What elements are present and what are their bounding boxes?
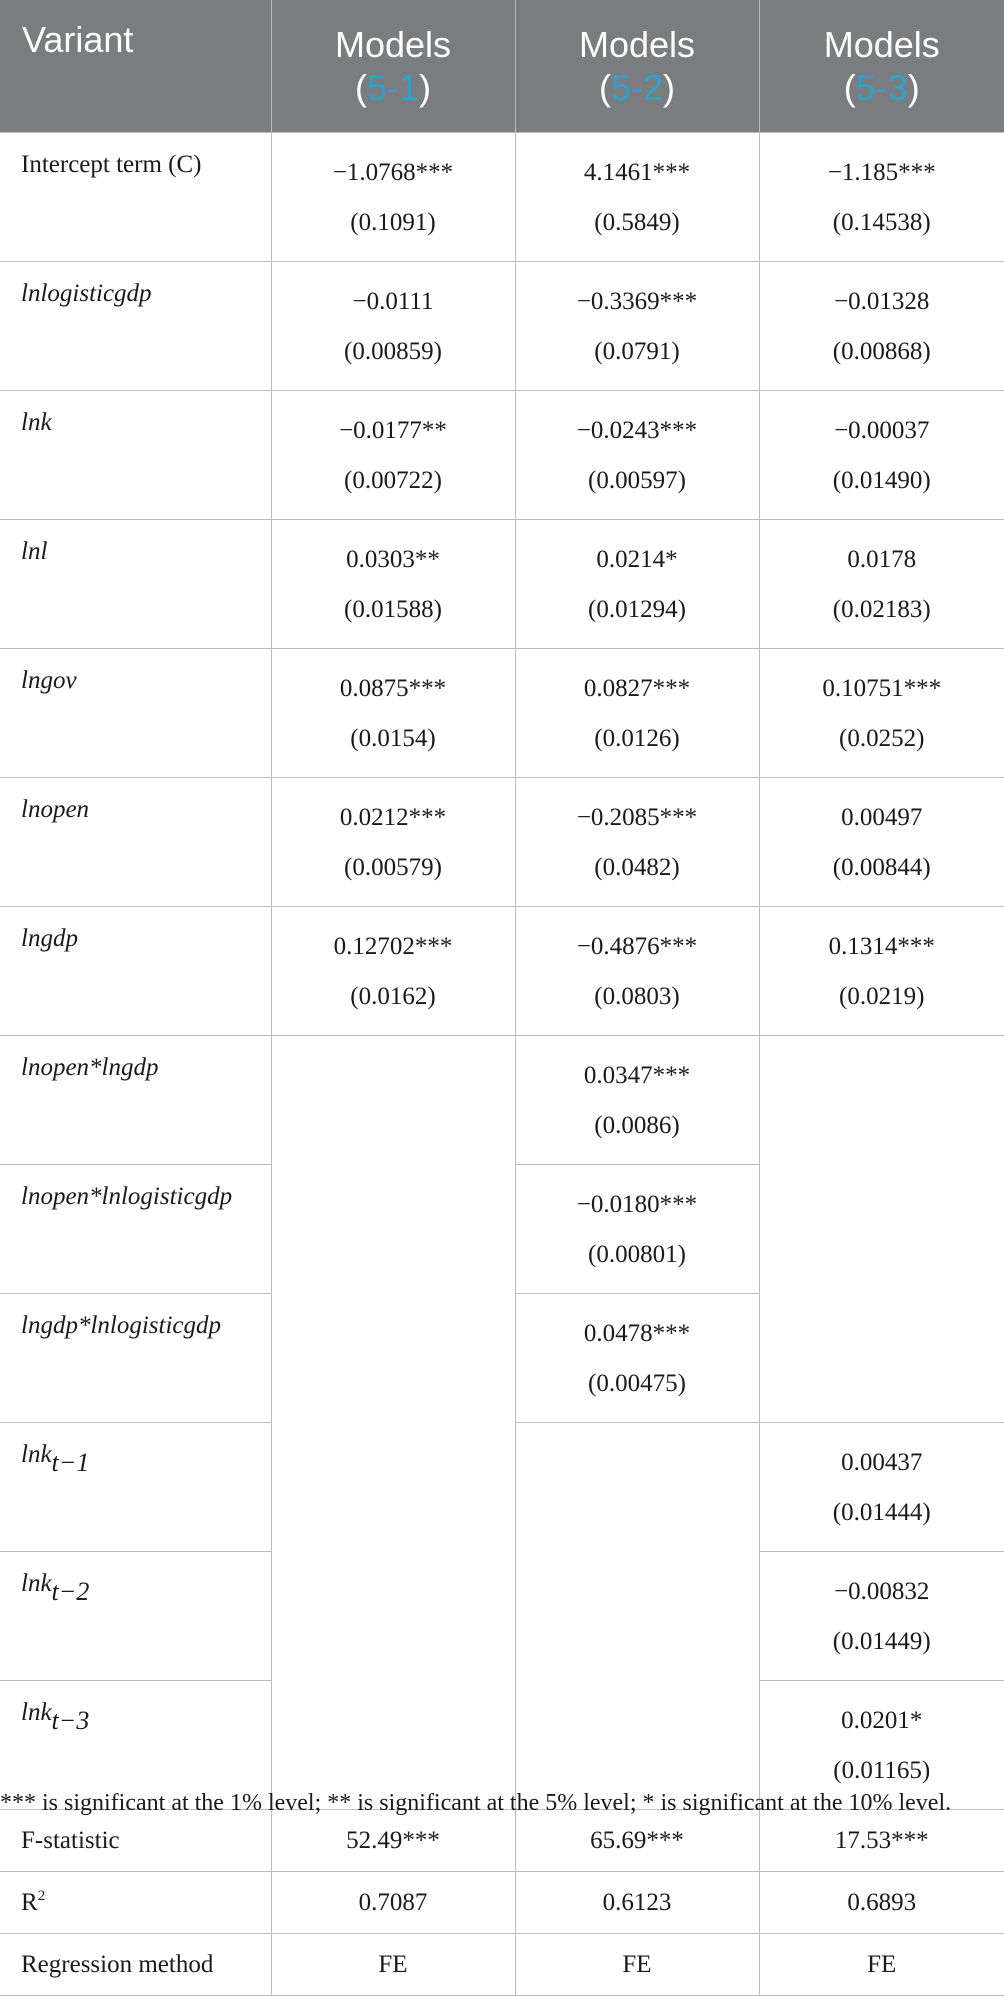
row-label: lnk [0,391,271,520]
cell-model-5-2: −0.2085*** (0.0482) [515,778,759,907]
table-row [0,262,1004,391]
cell-model-5-2: 65.69*** [515,1810,759,1872]
header-model-5-1: Models (5-1) [271,0,515,133]
cell-model-5-1: 52.49*** [271,1810,515,1872]
row-label: lngdp [0,907,271,1036]
cell-model-5-3: FE [759,1934,1004,1996]
table-row [0,778,1004,907]
table-row-r-squared [0,1872,1004,1934]
row-label: $R^2$ [0,1872,271,1934]
row-label: lnopen*lnlogisticgdp [0,1165,271,1294]
table-row [0,133,1004,262]
cell-model-5-3: 0.6893 [759,1872,1004,1934]
row-label: lnl [0,520,271,649]
cell-model-5-3: 0.10751*** (0.0252) [759,649,1004,778]
cell-model-5-2: 0.0347*** (0.0086) [515,1036,759,1165]
row-label: lnk$_{t-1}$ [0,1423,271,1552]
row-label: Intercept term (C) [0,133,271,262]
model-ref-link[interactable]: 5-1 [366,67,420,108]
cell-model-5-1: 0.0212*** (0.00579) [271,778,515,907]
table-row-regression-method [0,1934,1004,1996]
cell-model-5-2: −0.4876*** (0.0803) [515,907,759,1036]
cell-model-5-2: 0.0478*** (0.00475) [515,1294,759,1423]
table-row [0,649,1004,778]
cell-model-5-2: 4.1461*** (0.5849) [515,133,759,262]
row-label: lngov [0,649,271,778]
cell-model-5-2: −0.0180*** (0.00801) [515,1165,759,1294]
cell-model-5-2: −0.3369*** (0.0791) [515,262,759,391]
row-label: lnk$_{t-2}$ [0,1552,271,1681]
cell-model-5-2: 0.0827*** (0.0126) [515,649,759,778]
row-label: lnopen [0,778,271,907]
model-ref-link[interactable]: 5-2 [610,67,664,108]
model-ref-link[interactable]: 5-3 [855,67,908,108]
cell-model-5-2: 0.6123 [515,1872,759,1934]
cell-model-5-2: 0.0214* (0.01294) [515,520,759,649]
cell-model-5-3: 0.0178 (0.02183) [759,520,1004,649]
row-label: F-statistic [0,1810,271,1872]
cell-model-5-1: 0.0875*** (0.0154) [271,649,515,778]
empty-cell-model-5-2 [515,1423,759,1810]
empty-cell-model-5-3 [759,1036,1004,1423]
cell-model-5-3: 17.53*** [759,1810,1004,1872]
cell-model-5-3: 0.00437 (0.01444) [759,1423,1004,1552]
cell-model-5-3: −0.00832 (0.01449) [759,1552,1004,1681]
row-label: lngdp*lnlogisticgdp [0,1294,271,1423]
cell-model-5-1: 0.0303** (0.01588) [271,520,515,649]
cell-model-5-2: FE [515,1934,759,1996]
row-label: lnk$_{t-3}$ [0,1681,271,1810]
row-label: Regression method [0,1934,271,1996]
cell-model-5-1: −0.0111 (0.00859) [271,262,515,391]
table-row [0,907,1004,1036]
cell-model-5-3: −0.01328 (0.00868) [759,262,1004,391]
cell-model-5-1: 0.12702*** (0.0162) [271,907,515,1036]
header-model-5-3: Models (5-3) [759,0,1004,133]
cell-model-5-3: 0.00497 (0.00844) [759,778,1004,907]
cell-model-5-1: −0.0177** (0.00722) [271,391,515,520]
row-label: lnopen*lngdp [0,1036,271,1165]
cell-model-5-1: 0.7087 [271,1872,515,1934]
cell-model-5-3: 0.0201* (0.01165) [759,1681,1004,1810]
cell-model-5-3: −1.185*** (0.14538) [759,133,1004,262]
header-model-5-2: Models (5-2) [515,0,759,133]
cell-model-5-1: −1.0768*** (0.1091) [271,133,515,262]
cell-model-5-3: 0.1314*** (0.0219) [759,907,1004,1036]
table-row [0,1036,1004,1165]
empty-cell-model-5-1 [271,1036,515,1810]
table-row [0,520,1004,649]
row-label: lnlogisticgdp [0,262,271,391]
table-header-row [0,0,1004,133]
cell-model-5-3: −0.00037 (0.01490) [759,391,1004,520]
cell-model-5-1: FE [271,1934,515,1996]
header-variant: Variant [0,0,271,133]
cell-model-5-2: −0.0243*** (0.00597) [515,391,759,520]
table-row [0,391,1004,520]
significance-footnote: *** is significant at the 1% level; ** is significant at the 5% level; * is significant at the 10% level. [0,1790,952,1816]
